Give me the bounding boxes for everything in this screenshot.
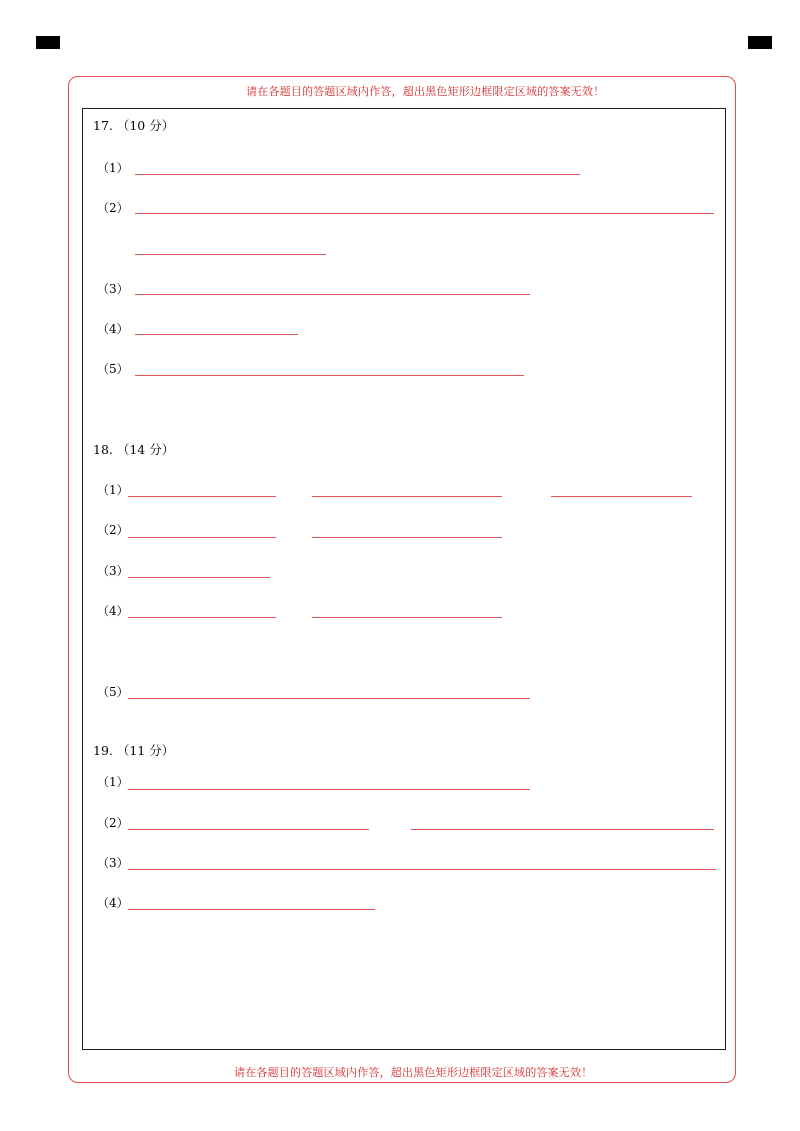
q18-item-5-answer-line[interactable]	[128, 698, 530, 699]
alignment-marker-right	[748, 36, 772, 49]
question-17-title: 17. （10 分）	[93, 118, 175, 133]
q18-item-1-answer-line-3[interactable]	[551, 496, 692, 497]
q18-item-2-label: （2）	[97, 523, 129, 537]
question-19-title: 19. （11 分）	[93, 743, 175, 758]
q18-item-1-label: （1）	[97, 483, 129, 497]
q19-item-3-label: （3）	[97, 856, 129, 870]
notice-bottom: 请在各题目的答题区域内作答，超出黑色矩形边框限定区域的答案无效！	[234, 1066, 593, 1079]
question-18-title: 18. （14 分）	[93, 442, 175, 457]
q18-item-4-answer-line-2[interactable]	[312, 617, 502, 618]
q19-item-4-answer-line[interactable]	[128, 909, 375, 910]
q18-item-1-answer-line-2[interactable]	[312, 496, 502, 497]
q19-item-1-answer-line[interactable]	[128, 789, 530, 790]
q19-item-2-label: （2）	[97, 816, 129, 830]
q17-item-2-label: （2）	[97, 201, 129, 215]
notice-top: 请在各题目的答题区域内作答，超出黑色矩形边框限定区域的答案无效！	[246, 85, 605, 98]
q17-item-5-label: （5）	[97, 362, 129, 376]
q19-item-2-answer-line-1[interactable]	[128, 829, 369, 830]
q18-item-3-answer-line[interactable]	[128, 577, 270, 578]
alignment-marker-left	[36, 36, 60, 49]
q18-item-1-answer-line-1[interactable]	[128, 496, 276, 497]
q17-item-3-answer-line[interactable]	[135, 294, 530, 295]
q17-item-5-answer-line[interactable]	[135, 375, 524, 376]
q19-item-3-answer-line[interactable]	[128, 869, 716, 870]
q18-item-4-answer-line-1[interactable]	[128, 617, 276, 618]
q17-item-2-answer-line-2[interactable]	[135, 254, 326, 255]
q18-item-4-label: （4）	[97, 604, 129, 618]
q17-item-2-answer-line-1[interactable]	[135, 213, 714, 214]
q17-item-3-label: （3）	[97, 282, 129, 296]
q19-item-2-answer-line-2[interactable]	[411, 829, 714, 830]
q18-item-2-answer-line-1[interactable]	[128, 537, 276, 538]
q17-item-4-answer-line[interactable]	[135, 334, 298, 335]
q17-item-1-answer-line[interactable]	[135, 174, 580, 175]
q18-item-2-answer-line-2[interactable]	[312, 537, 502, 538]
q17-item-4-label: （4）	[97, 322, 129, 336]
q18-item-5-label: （5）	[97, 685, 129, 699]
q19-item-1-label: （1）	[97, 775, 129, 789]
q19-item-4-label: （4）	[97, 896, 129, 910]
q17-item-1-label: （1）	[97, 161, 129, 175]
q18-item-3-label: （3）	[97, 564, 129, 578]
